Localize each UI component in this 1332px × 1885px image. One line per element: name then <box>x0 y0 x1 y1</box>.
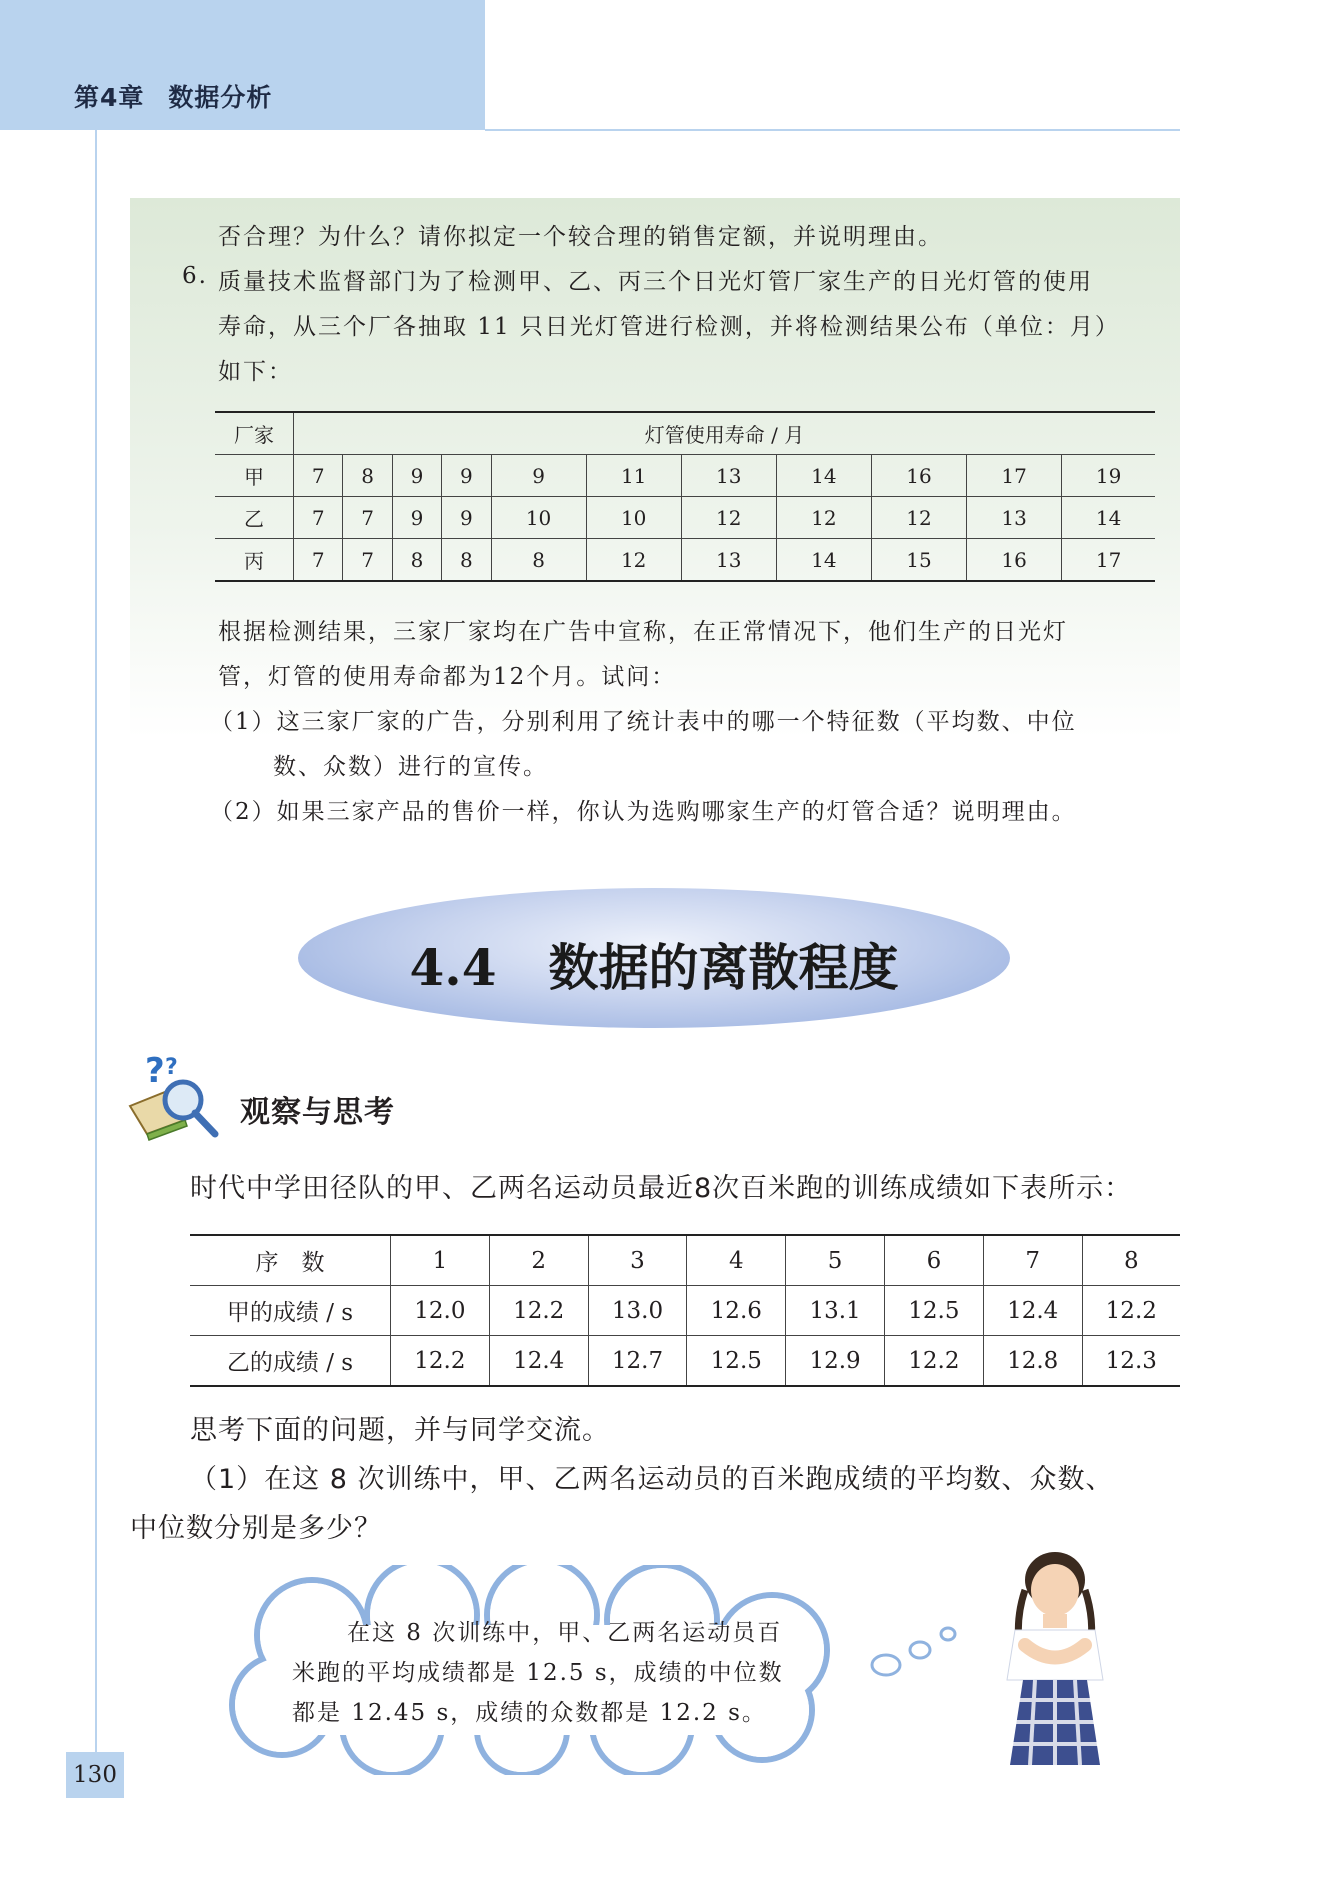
table-cell: 13.1 <box>786 1286 885 1336</box>
table-cell: 7 <box>294 497 343 539</box>
table-cell: 10 <box>491 497 586 539</box>
table-cell: 17 <box>967 455 1062 497</box>
bubble-line: 都是 12.45 s，成绩的众数都是 12.2 s。 <box>292 1700 767 1726</box>
table-header-row <box>215 412 1155 455</box>
question-text: 寿命，从三个厂各抽取 11 只日光灯管进行检测，并将检测结果公布（单位：月） <box>218 314 1120 340</box>
table-cell: 7 <box>294 455 343 497</box>
table-cell: 7 <box>294 539 343 582</box>
svg-text:?: ? <box>145 1051 165 1091</box>
table-cell: 9 <box>392 497 441 539</box>
header-cell: 4 <box>687 1235 786 1286</box>
table-row <box>190 1286 1180 1336</box>
header-cell: 厂家 <box>215 412 294 455</box>
question-text: （1）在这 8 次训练中，甲、乙两名运动员的百米跑成绩的平均数、众数、 <box>190 1464 1114 1495</box>
table-cell: 13 <box>967 497 1062 539</box>
question-text: 质量技术监督部门为了检测甲、乙、丙三个日光灯管厂家生产的日光灯管的使用 <box>218 269 1093 295</box>
sub-question: （2）如果三家产品的售价一样，你认为选购哪家生产的灯管合适？说明理由。 <box>210 799 1077 825</box>
table-cell: 12.2 <box>884 1336 983 1387</box>
table-cell: 11 <box>586 455 681 497</box>
table-cell: 12.3 <box>1082 1336 1180 1387</box>
question-number: 6. <box>182 263 208 289</box>
thinking-girl-illustration <box>985 1550 1120 1770</box>
table-cell: 12.7 <box>588 1336 687 1387</box>
table-cell: 16 <box>871 455 966 497</box>
table-cell: 12.2 <box>1082 1286 1180 1336</box>
header-rule <box>485 129 1180 131</box>
table-cell: 12.4 <box>983 1286 1082 1336</box>
header-cell: 灯管使用寿命 / 月 <box>294 412 1156 455</box>
lamp-life-table <box>215 411 1155 582</box>
exercise-line: 否合理？为什么？请你拟定一个较合理的销售定额，并说明理由。 <box>218 224 943 250</box>
table-cell: 12.6 <box>687 1286 786 1336</box>
exercise-line: 根据检测结果，三家厂家均在广告中宣称，在正常情况下，他们生产的日光灯 <box>218 619 1068 645</box>
section-name: 数据的离散程度 <box>548 938 899 997</box>
table-cell: 15 <box>871 539 966 582</box>
header-cell: 6 <box>884 1235 983 1286</box>
table-cell: 13 <box>681 455 776 497</box>
table-cell: 12.4 <box>489 1336 588 1387</box>
table-cell: 12 <box>776 497 871 539</box>
row-label: 丙 <box>215 539 294 582</box>
chapter-header <box>74 78 272 114</box>
row-label: 甲 <box>215 455 294 497</box>
header-cell: 8 <box>1082 1235 1180 1286</box>
bubble-line: 米跑的平均成绩都是 12.5 s，成绩的中位数 <box>292 1660 784 1686</box>
header-cell: 5 <box>786 1235 885 1286</box>
sub-question: （1）这三家厂家的广告，分别利用了统计表中的哪一个特征数（平均数、中位 <box>210 709 1077 735</box>
question-text: 中位数分别是多少？ <box>130 1513 382 1544</box>
table-cell: 10 <box>586 497 681 539</box>
question-text: 如下： <box>218 359 293 385</box>
table-cell: 12.9 <box>786 1336 885 1387</box>
table-cell: 14 <box>1062 497 1155 539</box>
page-number: 130 <box>73 1762 117 1788</box>
table-cell: 17 <box>1062 539 1155 582</box>
table-cell: 13.0 <box>588 1286 687 1336</box>
table-cell: 8 <box>442 539 491 582</box>
row-label: 乙 <box>215 497 294 539</box>
table-cell: 12.8 <box>983 1336 1082 1387</box>
table-row <box>190 1336 1180 1387</box>
table-row <box>215 455 1155 497</box>
header-cell: 7 <box>983 1235 1082 1286</box>
table-cell: 9 <box>491 455 586 497</box>
row-label: 乙的成绩 / s <box>190 1336 391 1387</box>
table-cell: 9 <box>392 455 441 497</box>
table-cell: 14 <box>776 539 871 582</box>
section-title <box>298 928 1010 1000</box>
table-cell: 8 <box>491 539 586 582</box>
header-cell: 序 数 <box>190 1235 391 1286</box>
observe-title: 观察与思考 <box>240 1095 395 1130</box>
think-prompt: 思考下面的问题，并与同学交流。 <box>190 1415 610 1446</box>
table-cell: 12 <box>681 497 776 539</box>
table-cell: 7 <box>343 539 392 582</box>
table-cell: 14 <box>776 455 871 497</box>
thought-dots-icon <box>868 1620 968 1680</box>
table-row <box>215 497 1155 539</box>
observe-intro: 时代中学田径队的甲、乙两名运动员最近8次百米跑的训练成绩如下表所示： <box>190 1173 1133 1204</box>
header-cell: 3 <box>588 1235 687 1286</box>
chapter-title: 数据分析 <box>168 83 273 112</box>
chapter-number: 第4章 <box>74 83 145 112</box>
table-cell: 12 <box>586 539 681 582</box>
table-cell: 16 <box>967 539 1062 582</box>
table-cell: 9 <box>442 455 491 497</box>
table-cell: 12 <box>871 497 966 539</box>
table-cell: 13 <box>681 539 776 582</box>
table-cell: 12.0 <box>391 1286 490 1336</box>
table-cell: 19 <box>1062 455 1155 497</box>
book-magnifier-icon <box>125 1048 230 1143</box>
header-cell: 2 <box>489 1235 588 1286</box>
margin-rule <box>95 130 97 1765</box>
section-number: 4.4 <box>409 938 497 997</box>
table-cell: 12.5 <box>687 1336 786 1387</box>
exercise-line: 管，灯管的使用寿命都为12个月。试问： <box>218 664 677 690</box>
table-cell: 12.5 <box>884 1286 983 1336</box>
table-cell: 8 <box>343 455 392 497</box>
table-cell: 9 <box>442 497 491 539</box>
svg-text:?: ? <box>165 1055 178 1080</box>
table-header-row <box>190 1235 1180 1286</box>
table-cell: 12.2 <box>391 1336 490 1387</box>
bubble-line: 在这 8 次训练中，甲、乙两名运动员百 <box>347 1620 783 1646</box>
row-label: 甲的成绩 / s <box>190 1286 391 1336</box>
sub-question: 数、众数）进行的宣传。 <box>273 754 548 780</box>
table-row <box>215 539 1155 582</box>
table-cell: 8 <box>392 539 441 582</box>
sprint-results-table <box>190 1234 1180 1387</box>
table-cell: 12.2 <box>489 1286 588 1336</box>
header-cell: 1 <box>391 1235 490 1286</box>
table-cell: 7 <box>343 497 392 539</box>
